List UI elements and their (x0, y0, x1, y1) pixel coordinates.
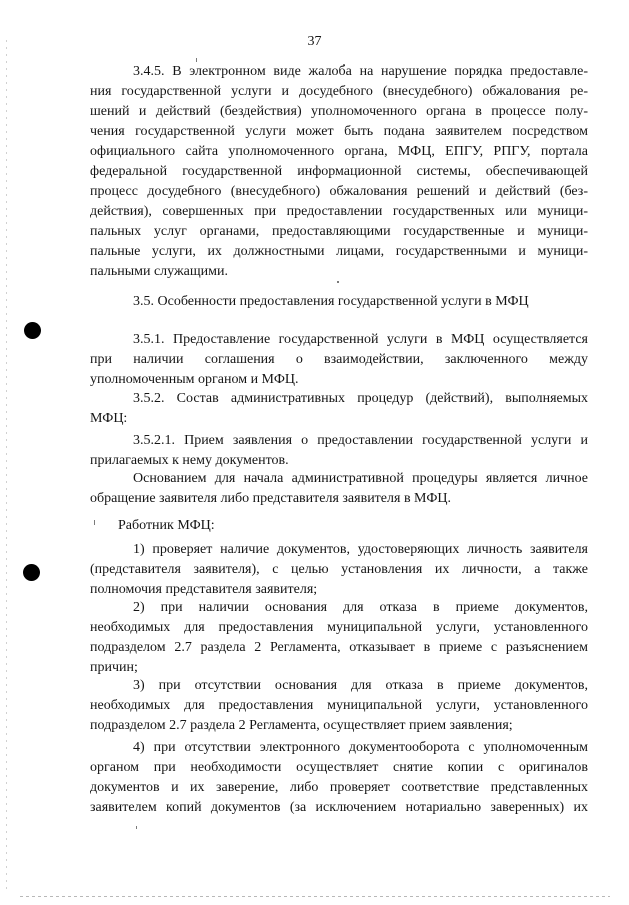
text-line: при наличии соглашения о взаимодействии, заключенного между (90, 352, 588, 367)
text-line: 3.5.2. Состав административных процедур (действий), выполняемых (133, 391, 588, 406)
text-line: официального сайта уполномоченного органа, МФЦ, ЕПГУ, РПГУ, портала (90, 144, 588, 159)
text-line: подразделом 2.7 раздела 2 Регламента, осуществляет прием заявления; (90, 718, 513, 733)
text-line: федеральной государственной информационной системы, обеспечивающей (90, 164, 588, 179)
text-line: МФЦ: (90, 411, 128, 426)
page-number: 37 (307, 34, 322, 49)
paragraph-3-5-1 (90, 330, 588, 390)
text-line: процесс досудебного (внесудебного) обжалования решений и действий (без- (90, 184, 588, 199)
paragraph-3-5-2 (90, 389, 588, 429)
text-line: 4) при отсутствии электронного документооборота с уполномоченным (133, 740, 588, 755)
scan-bottom-edge (20, 896, 610, 897)
text-line: 3.5.1. Предоставление государственной услуги в МФЦ осуществляется (133, 332, 588, 347)
text-line: обращение заявителя либо представителя заявителя в МФЦ. (90, 491, 451, 506)
text-line: 3) при отсутствии основания для отказа в приеме документов, (133, 678, 588, 693)
text-line: заявителем копий документов (за исключением нотариально заверенных) их (90, 800, 588, 815)
text-line: шений и действий (бездействия) уполномоченного органа в процессе полу- (90, 104, 588, 119)
worker-label: Работник МФЦ: (118, 518, 215, 533)
text-line: прилагаемых к нему документов. (90, 453, 289, 468)
text-line: (представителя заявителя), с целью установления их личности, а также (90, 562, 588, 577)
paragraph-3-5-2-1 (90, 431, 588, 471)
text-line: пальные услуги, их должностными лицами, государственными и муници- (90, 244, 588, 259)
text-line: 3.5.2.1. Прием заявления о предоставлении государственной услуги и (133, 433, 588, 448)
text-line: необходимых для предоставления муниципальной услуги, установленного (90, 620, 588, 635)
scan-left-edge (6, 40, 7, 890)
text-line: 2) при наличии основания для отказа в приеме документов, (133, 600, 588, 615)
text-line: органом при необходимости осуществляет снятие копии с оригиналов (90, 760, 588, 775)
text-line: Основанием для начала административной процедуры является личное (133, 471, 588, 486)
text-line: чения государственной услуги может быть подана заявителем посредством (90, 124, 588, 139)
duty-item-3 (90, 676, 588, 736)
scan-speck (136, 826, 137, 829)
paragraph-basis (90, 469, 588, 509)
hole-punch-top (24, 322, 41, 339)
text-line: 1) проверяет наличие документов, удостоверяющих личность заявителя (133, 542, 588, 557)
text-line: необходимых для предоставления муниципальной услуги, установленного (90, 698, 588, 713)
scan-speck (94, 520, 95, 525)
text-line: полномочия представителя заявителя; (90, 582, 318, 597)
duty-item-2 (90, 598, 588, 678)
text-line: документов и их заверение, либо проверяет соответствие представленных (90, 780, 588, 795)
paragraph-3-4-5 (90, 62, 588, 282)
text-line: 3.4.5. В электронном виде жалоба на нарушение порядка предоставле- (133, 64, 588, 79)
duty-item-1 (90, 540, 588, 600)
text-line: ния государственной услуги и досудебного (внесудебного) обжалования ре- (90, 84, 588, 99)
text-line: действия), совершенных при предоставлении государственных или муници- (90, 204, 588, 219)
text-line: уполномоченным органом и МФЦ. (90, 372, 299, 387)
text-line: пальных услуг органами, предоставляющими государственные и муници- (90, 224, 588, 239)
text-line: причин; (90, 660, 138, 675)
section-heading: 3.5. Особенности предоставления государственной услуги в МФЦ (133, 294, 529, 309)
duty-item-4 (90, 738, 588, 818)
text-line: пальными служащими. (90, 264, 228, 279)
hole-punch-bottom (23, 564, 40, 581)
text-line: подразделом 2.7 раздела 2 Регламента, отказывает в приеме с разъяснением (90, 640, 588, 655)
